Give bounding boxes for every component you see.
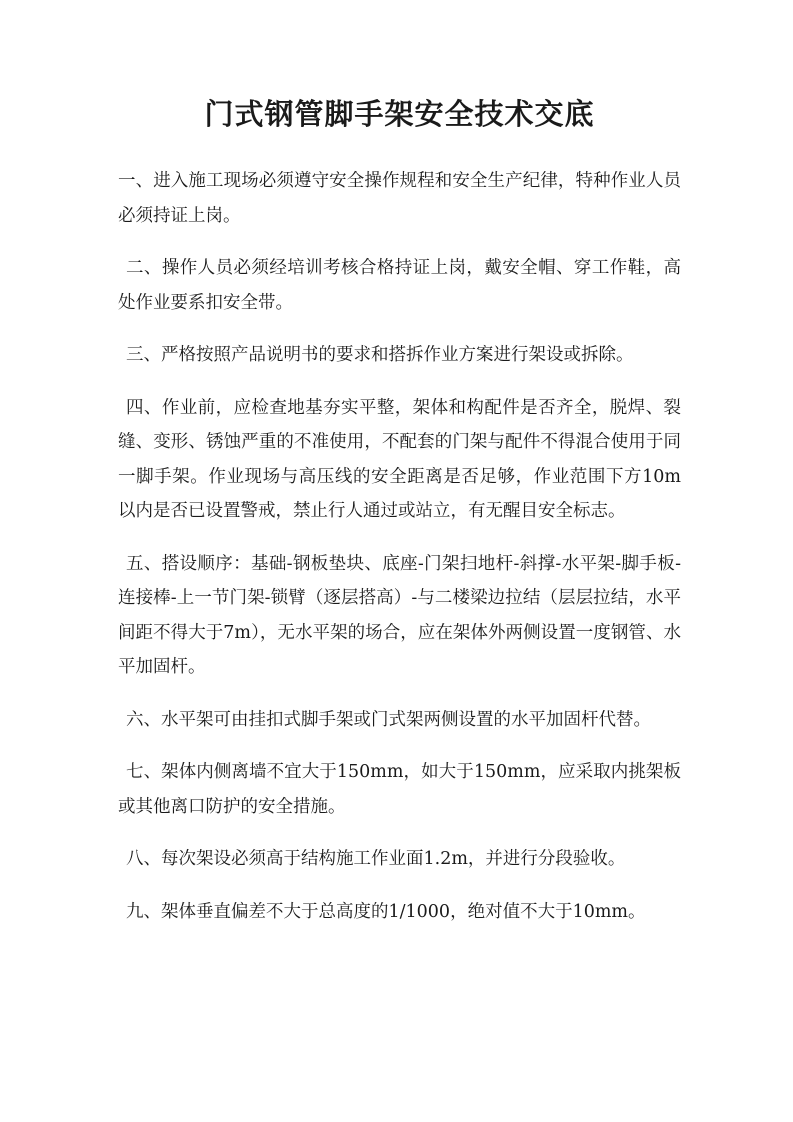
paragraph-8: 八、每次架设必须高于结构施工作业面1.2m，并进行分段验收。 — [126, 849, 626, 869]
page-title: 门式钢管脚手架安全技术交底 — [204, 97, 595, 131]
paragraph-9: 九、架体垂直偏差不大于总高度的1/1000，绝对值不大于10mm。 — [126, 901, 646, 922]
paragraph-3: 三、严格按照产品说明书的要求和搭拆作业方案进行架设或拆除。 — [126, 345, 634, 365]
paragraph-6: 六、水平架可由挂扣式脚手架或门式架两侧设置的水平加固杆代替。 — [126, 709, 651, 730]
paragraph-5: 五、搭设顺序：基础-钢板垫块、底座-门架扫地杆-斜撑-水平架-脚手板-连接棒-上一节门架-锁臂（逐层搭高）-与二楼梁边拉结（层层拉结，水平间距不得大于7m），无水平架的场合，应在架体外两侧设置一度钢管、水平加固杆。 — [118, 553, 681, 677]
paragraph-2: 二、操作人员必须经培训考核合格持证上岗，戴安全帽、穿工作鞋，高处作业要系扣安全带。 — [118, 258, 681, 313]
paragraph-1: 一、进入施工现场必须遵守安全操作规程和安全生产纪律，特种作业人员必须持证上岗。 — [118, 171, 681, 226]
paragraph-4: 四、作业前，应检查地基夯实平整，架体和构配件是否齐全，脱焊、裂缝、变形、锈蚀严重的不准使用，不配套的门架与配件不得混合使用于同一脚手架。作业现场与高压线的安全距离是否足够，作业范围下方10m以内是否已设置警戒，禁止行人通过或站立，有无醒目安全标志。 — [118, 397, 681, 521]
paragraph-7: 七、架体内侧离墙不宜大于150mm，如大于150mm，应采取内挑架板或其他离口防护的安全措施。 — [118, 762, 681, 817]
